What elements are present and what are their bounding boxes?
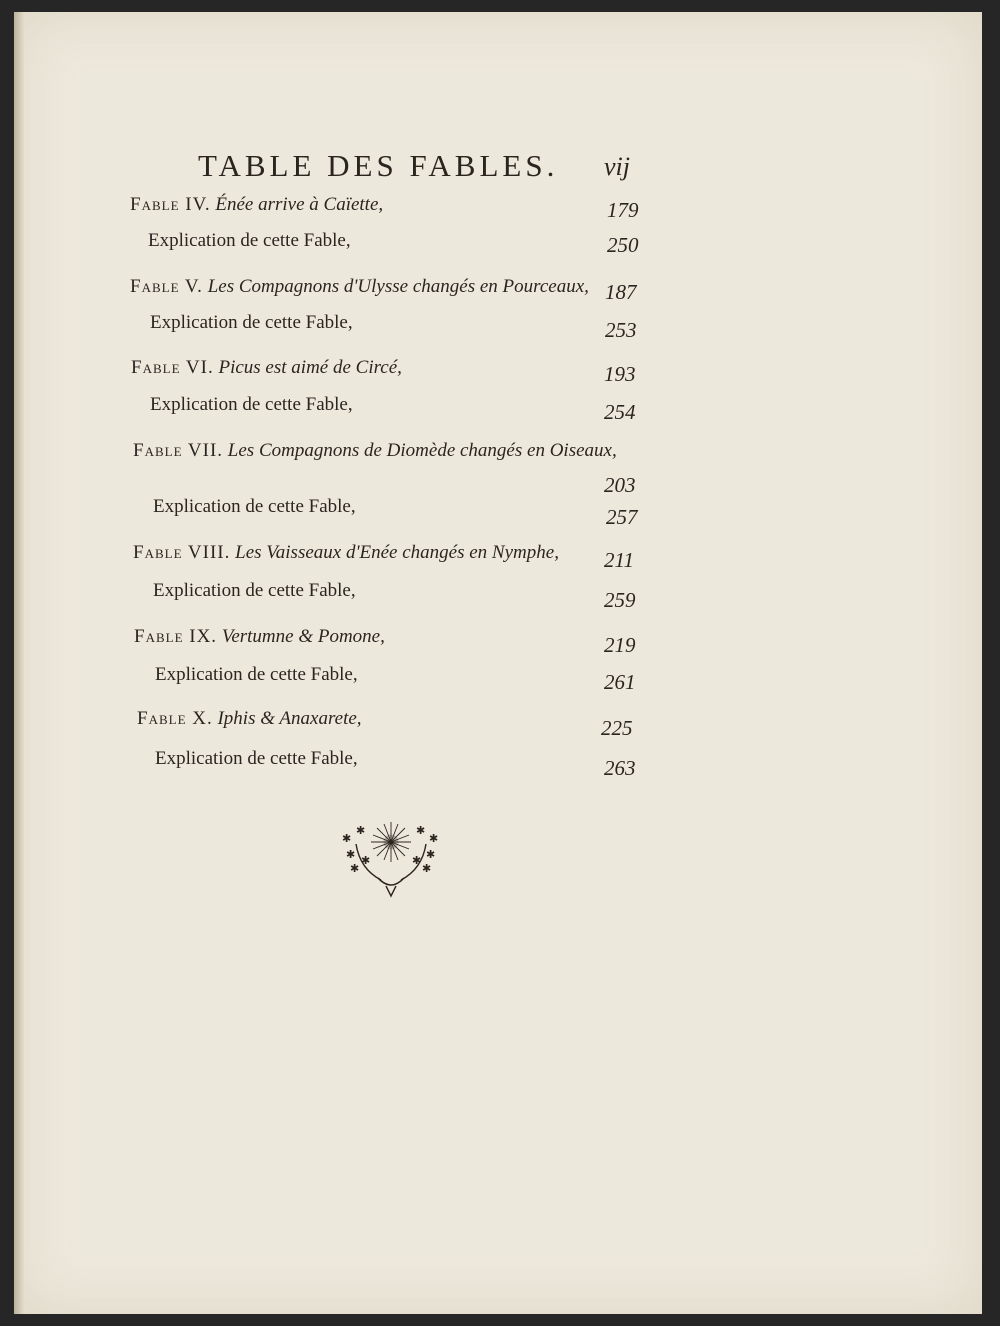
- fable-page-number: 219: [604, 633, 636, 657]
- fable-title: Iphis & Anaxarete,: [217, 708, 362, 729]
- fable-page-number: 211: [604, 548, 634, 572]
- fable-title: Énée arrive à Caïette,: [215, 194, 384, 215]
- fable-entry-v: [130, 276, 589, 298]
- fable-label: Fable IV.: [130, 194, 211, 215]
- fable-title: Les Vaisseaux d'Enée changés en Nymphe,: [235, 542, 559, 563]
- fable-page-number: 193: [604, 362, 636, 386]
- explication-entry: Explication de cette Fable,: [155, 664, 358, 685]
- svg-text:✱: ✱: [346, 848, 356, 861]
- explication-entry: Explication de cette Fable,: [153, 496, 356, 517]
- explication-page-number: 253: [605, 318, 637, 342]
- explication-entry: Explication de cette Fable,: [150, 312, 353, 333]
- fable-entry-vii: [133, 440, 617, 462]
- page-spine-edge: [14, 12, 24, 1314]
- fable-title: Vertumne & Pomone,: [221, 626, 385, 647]
- svg-text:✱: ✱: [426, 848, 436, 861]
- fable-entry-vi: [131, 357, 402, 379]
- fable-label: Fable V.: [130, 276, 203, 297]
- explication-entry: Explication de cette Fable,: [148, 230, 351, 251]
- fable-page-number: 203: [604, 473, 636, 497]
- fable-label: Fable IX.: [134, 626, 218, 647]
- fable-entry-x: [137, 708, 362, 730]
- fable-title: Les Compagnons de Diomède changés en Oiseaux,: [227, 440, 617, 461]
- folio-number: vij: [604, 152, 630, 181]
- svg-text:✱: ✱: [356, 824, 366, 837]
- explication-page-number: 257: [606, 505, 638, 529]
- svg-text:✱: ✱: [422, 862, 432, 875]
- explication-entry: Explication de cette Fable,: [153, 580, 356, 601]
- svg-text:✱: ✱: [361, 854, 371, 867]
- fable-title: Picus est aimé de Circé,: [218, 357, 402, 378]
- fable-label: Fable X.: [137, 708, 213, 729]
- svg-text:✱: ✱: [412, 854, 422, 867]
- fable-label: Fable VII.: [133, 440, 224, 461]
- fable-title: Les Compagnons d'Ulysse changés en Pourceaux,: [207, 276, 589, 297]
- svg-text:✱: ✱: [416, 824, 426, 837]
- explication-page-number: 263: [604, 756, 636, 780]
- sunburst-ornament-icon: [326, 814, 456, 904]
- svg-text:✱: ✱: [429, 832, 439, 845]
- fable-entry-ix: [134, 626, 385, 648]
- fable-page-number: 225: [601, 716, 633, 740]
- explication-entry: Explication de cette Fable,: [155, 748, 358, 769]
- fable-page-number: 179: [607, 198, 639, 222]
- explication-page-number: 250: [607, 233, 639, 257]
- fable-label: Fable VI.: [131, 357, 214, 378]
- explication-entry: Explication de cette Fable,: [150, 394, 353, 415]
- svg-text:✱: ✱: [350, 862, 360, 875]
- svg-text:✱: ✱: [342, 832, 352, 845]
- explication-page-number: 254: [604, 400, 636, 424]
- fable-entry-viii: [133, 542, 559, 564]
- explication-page-number: 261: [604, 670, 636, 694]
- fable-entry-iv: [130, 194, 383, 216]
- running-head: TABLE DES FABLES.: [198, 148, 559, 183]
- explication-page-number: 259: [604, 588, 636, 612]
- fable-page-number: 187: [605, 280, 637, 304]
- fable-label: Fable VIII.: [133, 542, 231, 563]
